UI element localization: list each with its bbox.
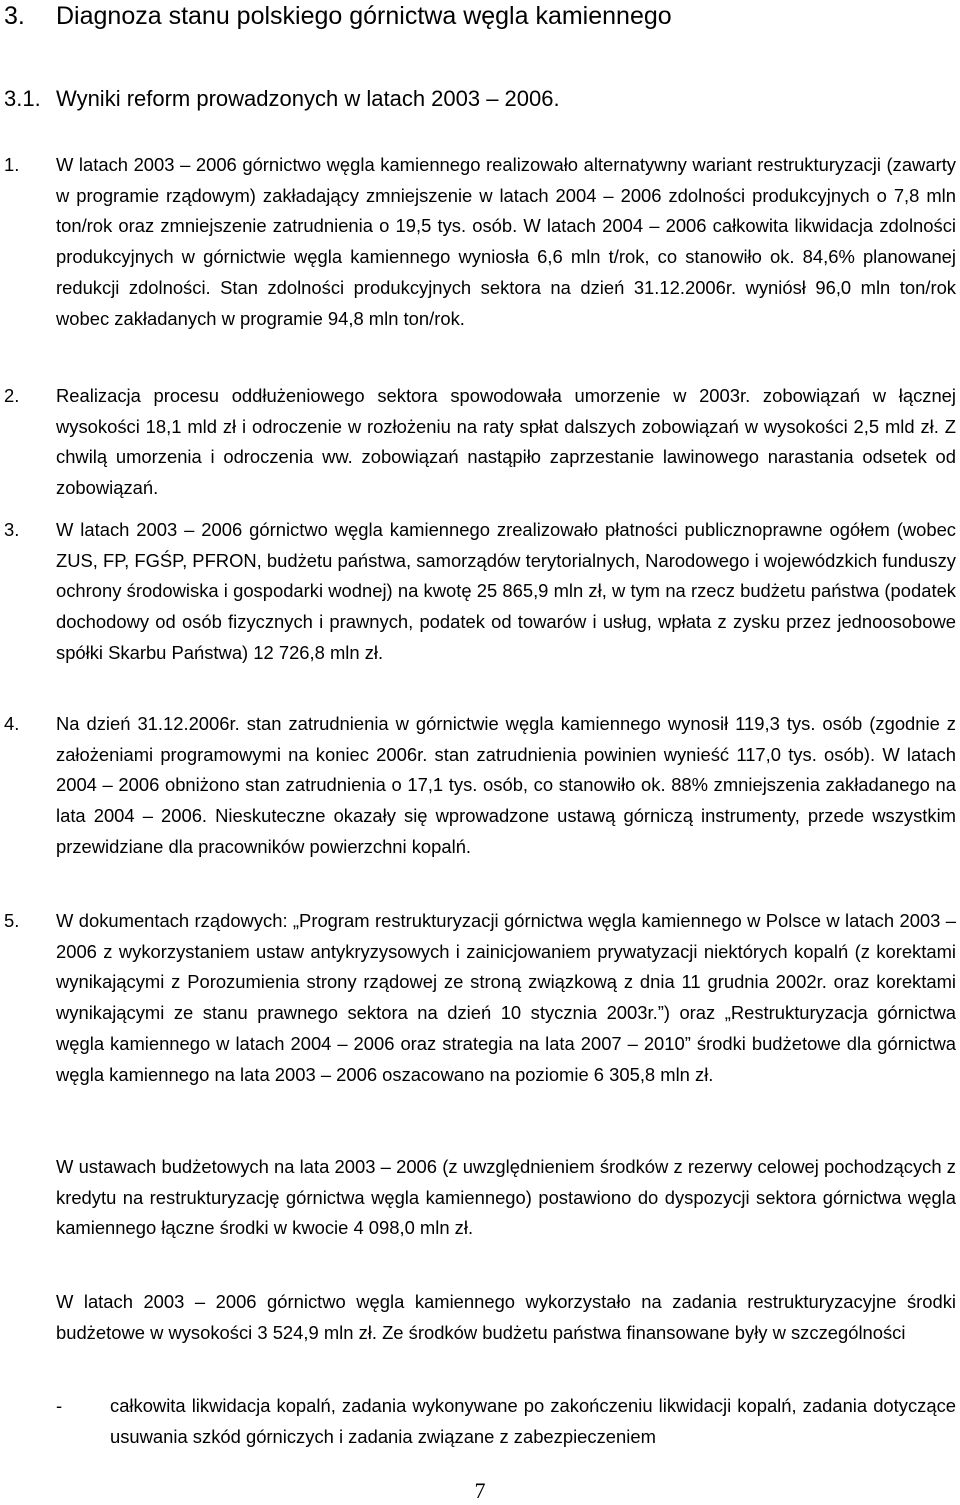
dash-marker: - — [56, 1395, 63, 1416]
dash-list-item-text: całkowita likwidacja kopalń, zadania wykonywane po zakończeniu likwidacji kopalń, zadania dotyczące usuwania szkód górniczych i zadania związane z zabezpieczeniem — [110, 1395, 956, 1447]
list-item-text: Realizacja procesu oddłużeniowego sektora spowodowała umorzenie w 2003r. zobowiązań w łącznej wysokości 18,1 mld zł i odroczenie w rozłożeniu na raty spłat dalszych zobowiązań w wysokości 2,5 mld zł. Z chwilą umorzenia i odroczenia ww. zobowiązań nastąpiło zaprzestanie lawinowego narastania odsetek od zobowiązań. — [56, 385, 956, 499]
section-number: 3. — [4, 2, 25, 30]
list-item-text: Na dzień 31.12.2006r. stan zatrudnienia w górnictwie węgla kamiennego wynosił 119,3 tys. osób (zgodnie z założeniami programowymi na koniec 2006r. stan zatrudnienia powinien wynieść 117,0 tys. osób). W latach 2004 – 2006 obniżono stan zatrudnienia o 17,1 tys. osób, co stanowiło ok. 88% zmniejszenia zakładanego na lata 2004 – 2006. Nieskuteczne okazały się wprowadzone ustawą górniczą instrumenty, przede wszystkim przewidziane dla pracowników powierzchni kopalń. — [56, 713, 956, 857]
list-item-paragraph: W latach 2003 – 2006 górnictwo węgla kamiennego wykorzystało na zadania restrukturyzacyjne środki budżetowe w wysokości 3 524,9 mln zł. Ze środków budżetu państwa finansowane były w szczególności — [56, 1291, 956, 1343]
subsection-number: 3.1. — [4, 86, 41, 111]
list-item-1 — [4, 150, 956, 334]
list-item-paragraph: W dokumentach rządowych: „Program restrukturyzacji górnictwa węgla kamiennego w Polsce w latach 2003 – 2006 z wykorzystaniem ustaw antykryzysowych i zainicjowaniem prywatyzacji niektórych kopalń (z korektami wynikającymi z Porozumienia strony rządowej ze stroną związkową z dnia 11 grudnia 2002r. oraz korektami wynikającymi ze stanu prawnego sektora na dzień 10 stycznia 2003r.”) oraz „Restrukturyzacja górnictwa węgla kamiennego w latach 2004 – 2006 oraz strategia na lata 2007 – 2010” środki budżetowe dla górnictwa węgla kamiennego na lata 2003 – 2006 oszacowano na poziomie 6 305,8 mln zł. — [56, 910, 956, 1085]
list-item-paragraph: W ustawach budżetowych na lata 2003 – 2006 (z uwzględnieniem środków z rezerwy celowej pochodzących z kredytu na restrukturyzację górnictwa węgla kamiennego) postawiono do dyspozycji sektora górnictwa węgla kamiennego łączne środki w kwocie 4 098,0 mln zł. — [56, 1156, 956, 1239]
page-number: 7 — [474, 1478, 486, 1503]
subsection-title: Wyniki reform prowadzonych w latach 2003 – 2006. — [56, 86, 560, 111]
list-item-number: 4. — [4, 713, 20, 734]
section-title: Diagnoza stanu polskiego górnictwa węgla kamiennego — [56, 2, 672, 30]
list-item-number: 2. — [4, 385, 20, 406]
section-heading — [4, 0, 672, 32]
list-item-3 — [4, 515, 956, 669]
list-item-number: 3. — [4, 519, 20, 540]
list-item-number: 5. — [4, 910, 20, 931]
list-item-5 — [4, 906, 956, 1090]
list-item-5-paragraph-3 — [56, 1287, 956, 1348]
dash-list-item — [56, 1391, 956, 1452]
list-item-text: W latach 2003 – 2006 górnictwo węgla kamiennego zrealizowało płatności publicznoprawne ogółem (wobec ZUS, FP, FGŚP, PFRON, budżetu państwa, samorządów terytorialnych, Narodowego i wojewódzkich funduszy ochrony środowiska i gospodarki wodnej) na kwotę 25 865,9 mln zł, w tym na rzecz budżetu państwa (podatek dochodowy od osób fizycznych i prawnych, podatek od towarów i usług, wpłata z zysku przez jednoosobowe spółki Skarbu Państwa) 12 726,8 mln zł. — [56, 519, 956, 663]
subsection-heading — [4, 84, 560, 114]
list-item-5-paragraph-2 — [56, 1152, 956, 1244]
list-item-2 — [4, 381, 956, 504]
list-item-text: W latach 2003 – 2006 górnictwo węgla kamiennego realizowało alternatywny wariant restrukturyzacji (zawarty w programie rządowym) zakładający zmniejszenie w latach 2004 – 2006 zdolności produkcyjnych o 7,8 mln ton/rok oraz zmniejszenie zatrudnienia o 19,5 tys. osób. W latach 2004 – 2006 całkowita likwidacja zdolności produkcyjnych w górnictwie węgla kamiennego wyniosła 6,6 mln t/rok, co stanowiło ok. 84,6% planowanej redukcji zdolności. Stan zdolności produkcyjnych sektora na dzień 31.12.2006r. wyniósł 96,0 mln ton/rok wobec zakładanych w programie 94,8 mln ton/rok. — [56, 154, 956, 329]
list-item-number: 1. — [4, 154, 20, 175]
list-item-4 — [4, 709, 956, 863]
